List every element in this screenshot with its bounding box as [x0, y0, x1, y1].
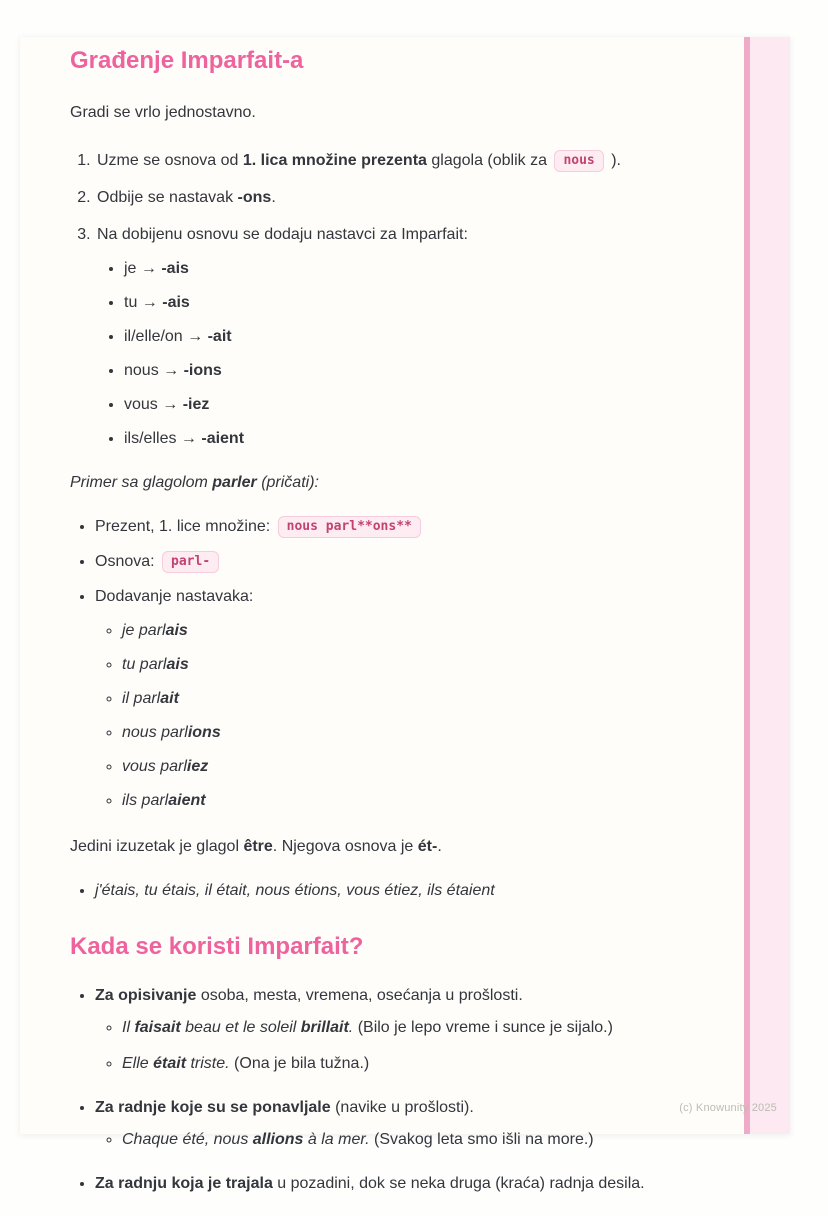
- copyright-watermark: (c) Knowunity 2025: [679, 1102, 777, 1114]
- intro-paragraph: Gradi se vrlo jednostavno.: [70, 104, 256, 122]
- nested-list-item: ◦ vous parliez: [122, 755, 722, 779]
- nested-list-item: • il/elle/on → -ait: [124, 325, 722, 349]
- nested-list: [95, 1016, 722, 1076]
- page-edge-stripe: [744, 37, 790, 1134]
- nested-list: [95, 1128, 722, 1152]
- inline-code-badge: nous: [554, 150, 603, 172]
- inline-code-badge: nous parl**ons**: [278, 516, 421, 538]
- nested-list: [95, 619, 722, 813]
- etre-forms-list: [70, 879, 722, 903]
- exception-paragraph: Jedini izuzetak je glagol être. Njegova osnova je ét-.: [70, 838, 442, 856]
- example-intro-paragraph: Primer sa glagolom parler (pričati):: [70, 474, 319, 492]
- list-item: • Za radnje koje su se ponavljale (navike u prošlosti). ◦ Chaque été, nous allions à la mer. (Svakog leta smo išli na more.): [95, 1096, 722, 1152]
- nested-list-item: • tu → -ais: [124, 291, 722, 315]
- parler-example-list: [70, 515, 722, 813]
- list-item: 3. Na dobijenu osnovu se dodaju nastavci za Imparfait: • je → -ais • tu → -ais • il/elle/on → -ait • nous → -ions • vous → -iez • ils/elles → -aient: [95, 223, 722, 451]
- document-page: [20, 37, 790, 1192]
- nested-list-item: ◦ tu parlais: [122, 653, 722, 677]
- nested-list-item: • nous → -ions: [124, 359, 722, 383]
- nested-list-item: ◦ Elle était triste. (Ona je bila tužna.): [122, 1052, 722, 1076]
- inline-code-badge: parl-: [162, 551, 219, 573]
- list-item: • Za opisivanje osoba, mesta, vremena, osećanja u prošlosti. ◦ Il faisait beau et le soleil brillait. (Bilo je lepo vreme i sunce je sijalo.) ◦ Elle était triste. (Ona je bila tužna.): [95, 984, 722, 1076]
- usage-list: [70, 984, 722, 1196]
- nested-list: [97, 257, 722, 451]
- list-item: • j'étais, tu étais, il était, nous étions, vous étiez, ils étaient: [95, 879, 722, 903]
- section-title-kada: Kada se koristi Imparfait?: [70, 933, 364, 961]
- list-item: 1. Uzme se osnova od 1. lica množine prezenta glagola (oblik za nous ).: [95, 149, 722, 173]
- document-content: [70, 40, 722, 1216]
- list-item: • Za radnju koja je trajala u pozadini, dok se neka druga (kraća) radnja desila.: [95, 1172, 722, 1196]
- nested-list-item: ◦ je parlais: [122, 619, 722, 643]
- nested-list-item: • je → -ais: [124, 257, 722, 281]
- list-item: • Osnova: parl-: [95, 550, 722, 574]
- nested-list-item: ◦ il parlait: [122, 687, 722, 711]
- nested-list-item: ◦ Il faisait beau et le soleil brillait. (Bilo je lepo vreme i sunce je sijalo.): [122, 1016, 722, 1040]
- list-item: • Prezent, 1. lice množine: nous parl**ons**: [95, 515, 722, 539]
- nested-list-item: ◦ ils parlaient: [122, 789, 722, 813]
- list-item: • Dodavanje nastavaka: ◦ je parlais ◦ tu parlais ◦ il parlait ◦ nous parlions ◦ vous parliez ◦ ils parlaient: [95, 585, 722, 813]
- steps-ordered-list: [70, 149, 722, 451]
- nested-list-item: ◦ Chaque été, nous allions à la mer. (Svakog leta smo išli na more.): [122, 1128, 722, 1152]
- nested-list-item: ◦ nous parlions: [122, 721, 722, 745]
- section-title-gradenje: Građenje Imparfait-a: [70, 47, 304, 74]
- nested-list-item: • vous → -iez: [124, 393, 722, 417]
- nested-list-item: • ils/elles → -aient: [124, 427, 722, 451]
- list-item: 2. Odbije se nastavak -ons.: [95, 186, 722, 210]
